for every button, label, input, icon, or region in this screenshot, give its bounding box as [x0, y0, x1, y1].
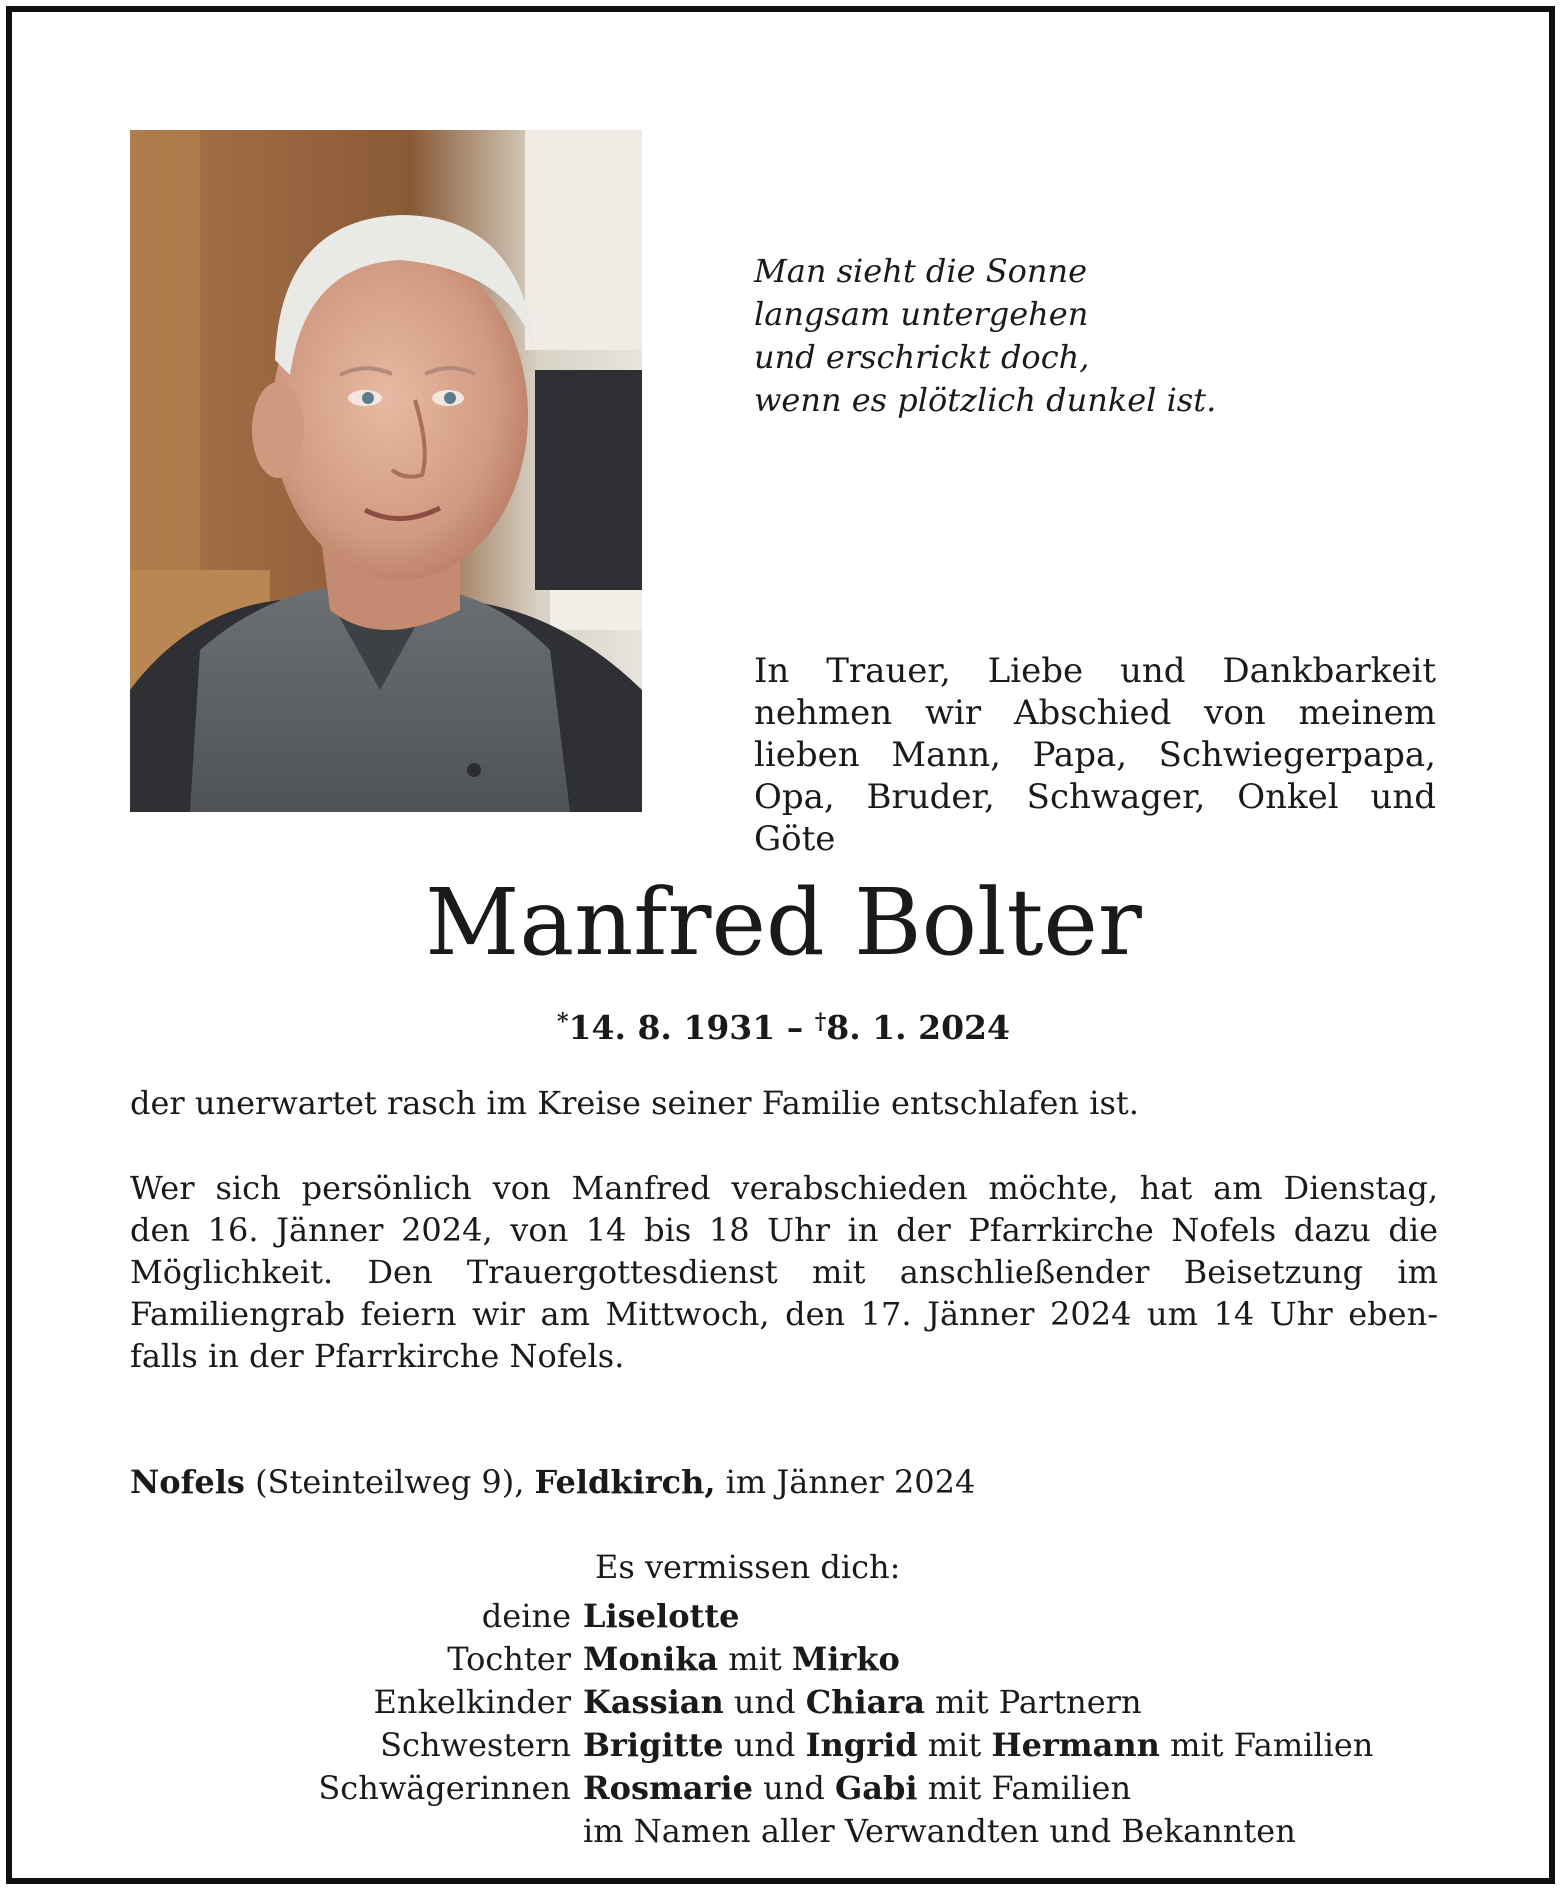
mourner-row — [130, 1681, 1450, 1724]
funeral-details — [130, 1167, 1438, 1377]
mourner-connector: mit Partnern — [925, 1683, 1142, 1721]
deceased-name: Manfred Bolter — [425, 869, 1142, 976]
mourners-heading: Es vermissen dich: — [595, 1548, 901, 1586]
mourner-name: Chiara — [805, 1683, 925, 1721]
mourner-names — [583, 1767, 1131, 1810]
intro-line: nehmen wir Abschied von meinem — [754, 693, 1436, 733]
town: Nofels — [130, 1463, 245, 1501]
mourner-name: Monika — [583, 1640, 719, 1678]
mourner-names — [583, 1681, 1142, 1724]
mourner-relation: deine — [481, 1597, 571, 1635]
details-line: Wer sich persönlich von Manfred verabschieden möchte, hat am Dienstag, — [130, 1169, 1438, 1207]
mourner-connector: und — [723, 1683, 806, 1721]
quote-line: Man sieht die Sonne — [754, 252, 1088, 290]
mourner-row — [130, 1595, 1450, 1638]
mourner-relation: Tochter — [447, 1640, 571, 1678]
quote-line: langsam untergehen — [754, 295, 1089, 333]
mourner-names — [583, 1638, 900, 1681]
mourner-relation: Schwestern — [380, 1726, 571, 1764]
mourner-name: Rosmarie — [583, 1769, 753, 1807]
mourner-row — [130, 1810, 1450, 1853]
details-line: falls in der Pfarrkirche Nofels. — [130, 1337, 625, 1375]
birth-symbol: * — [557, 1009, 569, 1035]
mourner-name: Liselotte — [583, 1597, 740, 1635]
mourner-connector: im Namen aller Verwandten und Bekannten — [583, 1812, 1296, 1850]
mourner-relation: Schwägerinnen — [318, 1769, 571, 1807]
place-and-date — [130, 1460, 1430, 1504]
mourner-name: Brigitte — [583, 1726, 724, 1764]
date-separator: – — [775, 1008, 815, 1047]
details-line: Familiengrab feiern wir am Mittwoch, den 17. Jänner 2024 um 14 Uhr eben- — [130, 1295, 1438, 1333]
mourner-name: Ingrid — [805, 1726, 918, 1764]
mourner-names — [583, 1595, 739, 1638]
mourner-name: Gabi — [834, 1769, 918, 1807]
mourner-name: Kassian — [583, 1683, 724, 1721]
mourner-name: Mirko — [791, 1640, 900, 1678]
intro-line: Opa, Bruder, Schwager, Onkel und Göte — [754, 777, 1436, 859]
details-line: den 16. Jänner 2024, von 14 bis 18 Uhr in der Pfarrkirche Nofels dazu die — [130, 1211, 1438, 1249]
issue-date: im Jänner 2024 — [715, 1463, 976, 1501]
portrait-photo — [130, 130, 642, 812]
mourner-connector: mit — [917, 1726, 992, 1764]
mourner-row — [130, 1767, 1450, 1810]
memorial-quote — [754, 250, 1374, 422]
mourner-name: Hermann — [991, 1726, 1160, 1764]
mourner-relation: Enkelkinder — [373, 1683, 571, 1721]
mourners-list — [130, 1595, 1450, 1853]
passing-text: der unerwartet rasch im Kreise seiner Familie entschlafen ist. — [130, 1084, 1139, 1122]
mourner-connector: mit Familien — [1159, 1726, 1374, 1764]
death-date: 8. 1. 2024 — [826, 1008, 1010, 1047]
mourner-relation — [130, 1810, 583, 1853]
city: Feldkirch, — [534, 1463, 716, 1501]
death-symbol: † — [814, 1009, 827, 1035]
details-line: Möglichkeit. Den Trauergottesdienst mit anschließender Beisetzung im — [130, 1253, 1438, 1291]
mourner-names — [583, 1810, 1296, 1853]
address: (Steinteilweg 9), — [244, 1463, 535, 1501]
mourner-row — [130, 1724, 1450, 1767]
quote-line: und erschrickt doch, — [754, 338, 1090, 376]
mourner-connector: mit Familien — [917, 1769, 1132, 1807]
life-dates — [0, 1000, 1567, 1050]
mourner-connector: und — [752, 1769, 835, 1807]
quote-line: wenn es plötzlich dunkel ist. — [754, 381, 1217, 419]
intro-line: In Trauer, Liebe und Dankbarkeit — [754, 651, 1436, 691]
mourner-connector: mit — [718, 1640, 792, 1678]
mourner-row — [130, 1638, 1450, 1681]
mourner-names — [583, 1724, 1373, 1767]
intro-line: lieben Mann, Papa, Schwiegerpapa, — [754, 735, 1436, 775]
mourner-connector: und — [723, 1726, 806, 1764]
farewell-intro — [754, 650, 1436, 860]
birth-date: 14. 8. 1931 — [568, 1008, 776, 1047]
